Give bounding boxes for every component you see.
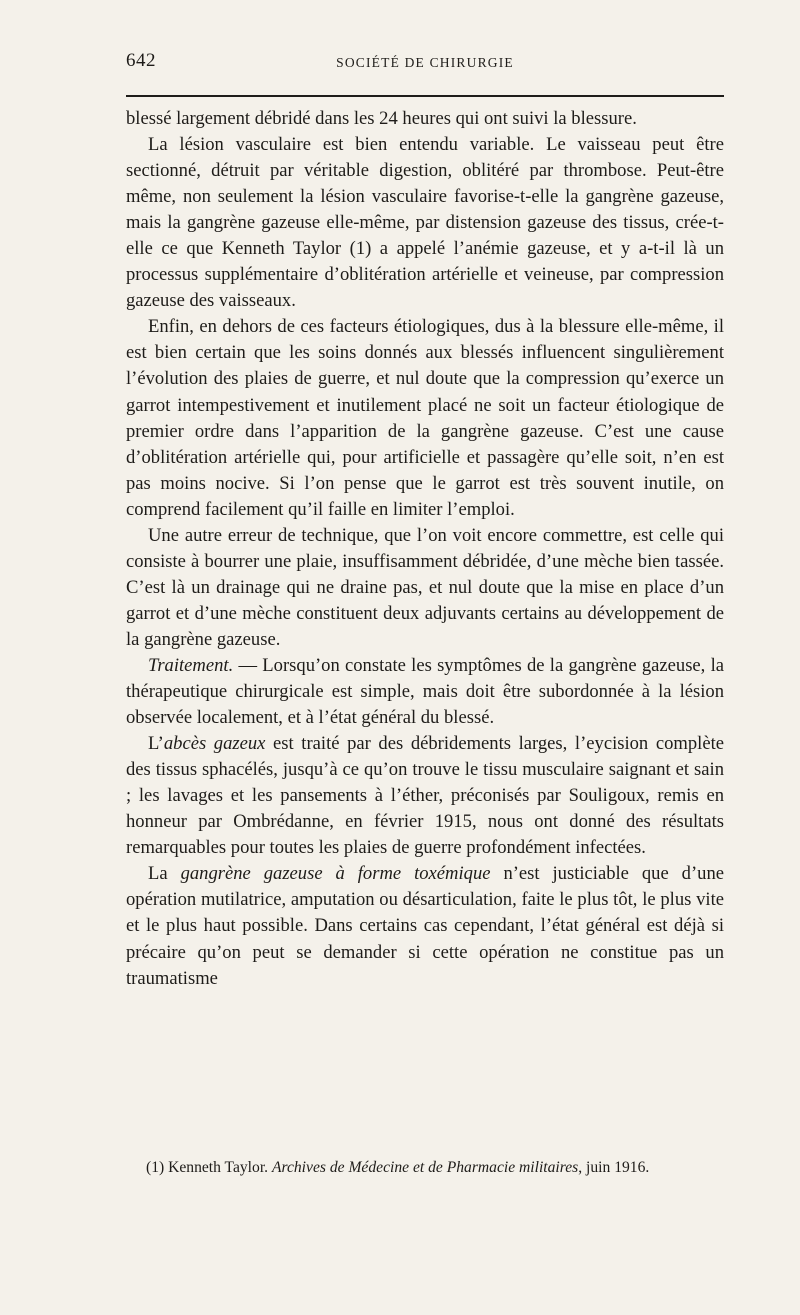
paragraph-gas-abscess [126, 731, 724, 861]
treatment-heading: Traitement. [148, 654, 234, 676]
footnote-text [126, 1155, 724, 1180]
page-header [126, 50, 724, 74]
toxemic-prefix: La [148, 863, 181, 885]
paragraph-treatment [126, 653, 724, 731]
paragraph-continuation: blessé largement débridé dans les 24 heures qui ont suivi la blessure. [126, 108, 637, 129]
toxemic-text: n’est justiciable que d’une opération mutilatrice, amputation ou désarticulation, faite le plus tôt, le plus vite et le plus haut possible. Dans certains cas cependant, l’état général est déjà si précaire qu’on peut se demander si cette opération ne constitue pas un traumatisme [126, 863, 724, 989]
footnote-marker: (1) [146, 1159, 165, 1176]
treatment-text: — Lorsqu’on constate les symptômes de la gangrène gazeuse, la thérapeutique chirurgicale est simple, mais doit être subordonnée à la lésion observée localement, et à l’état général du blessé. [126, 654, 724, 729]
gas-abscess-term: abcès gazeux [163, 733, 266, 755]
toxemic-term: gangrène gazeuse à forme toxémique [180, 863, 491, 885]
paragraph-etiological-factors: Enfin, en dehors de ces facteurs étiologiques, dus à la blessure elle-même, il est bien certain que les soins donnés aux blessés influencent singulièrement l’évolution des plaies de guerre, et nul doute que la compression qu’exerce un garrot intempestivement et inutilement placé ne soit un facteur étiologique de premier ordre dans l’apparition de la gangrène gazeuse. C’est une cause d’oblitération artérielle qui, pour artificielle et passagère qu’elle soit, n’en est pas moins nocive. Si l’on pense que le garrot est très souvent inutile, on comprend facilement qu’il faille en limiter l’emploi. [126, 316, 724, 520]
footnote [126, 1155, 724, 1180]
footnote-author: Kenneth Taylor. [164, 1159, 272, 1176]
footnote-journal: Archives de Médecine et de Pharmacie militaires [271, 1159, 579, 1176]
paragraph-toxemic-form [126, 861, 724, 991]
gas-abscess-text: est traité par des débridements larges, l’eycision complète des tissus sphacélés, jusqu’à ce qu’on trouve le tissu musculaire saignant et sain ; les lavages et les pansements à l’éther, préconisés par Souligoux, remis en honneur par Ombrédanne, en février 1915, nous ont donné des résultats remarquables pour toutes les plaies de guerre profondément infectées. [126, 733, 724, 859]
body-text [126, 106, 724, 992]
paragraph-vascular-lesion: La lésion vasculaire est bien entendu variable. Le vaisseau peut être sectionné, détruit par véritable digestion, oblitéré par thrombose. Peut-être même, non seulement la lésion vasculaire favorise-t-elle la gangrène gazeuse, mais la gangrène gazeuse elle-même, par distension gazeuse des tissus, crée-t-elle ce que Kenneth Taylor (1) a appelé l’anémie gazeuse, et y a-t-il là un processus supplémentaire d’oblitération artérielle et veineuse, par compression gazeuse des vaisseaux. [126, 134, 724, 312]
page-number: 642 [126, 50, 156, 71]
running-title: SOCIÉTÉ DE CHIRURGIE [336, 55, 514, 70]
paragraph-technical-error: Une autre erreur de technique, que l’on voit encore commettre, est celle qui consiste à bourrer une plaie, insuffisamment débridée, d’une mèche bien tassée. C’est là un drainage qui ne draine pas, et nul doute que la mise en place d’un garrot et d’une mèche constituent deux adjuvants certains au développement de la gangrène gazeuse. [126, 524, 724, 650]
gas-abscess-prefix: L’ [148, 733, 164, 755]
header-rule [126, 95, 724, 97]
footnote-date: , juin 1916. [578, 1159, 650, 1176]
